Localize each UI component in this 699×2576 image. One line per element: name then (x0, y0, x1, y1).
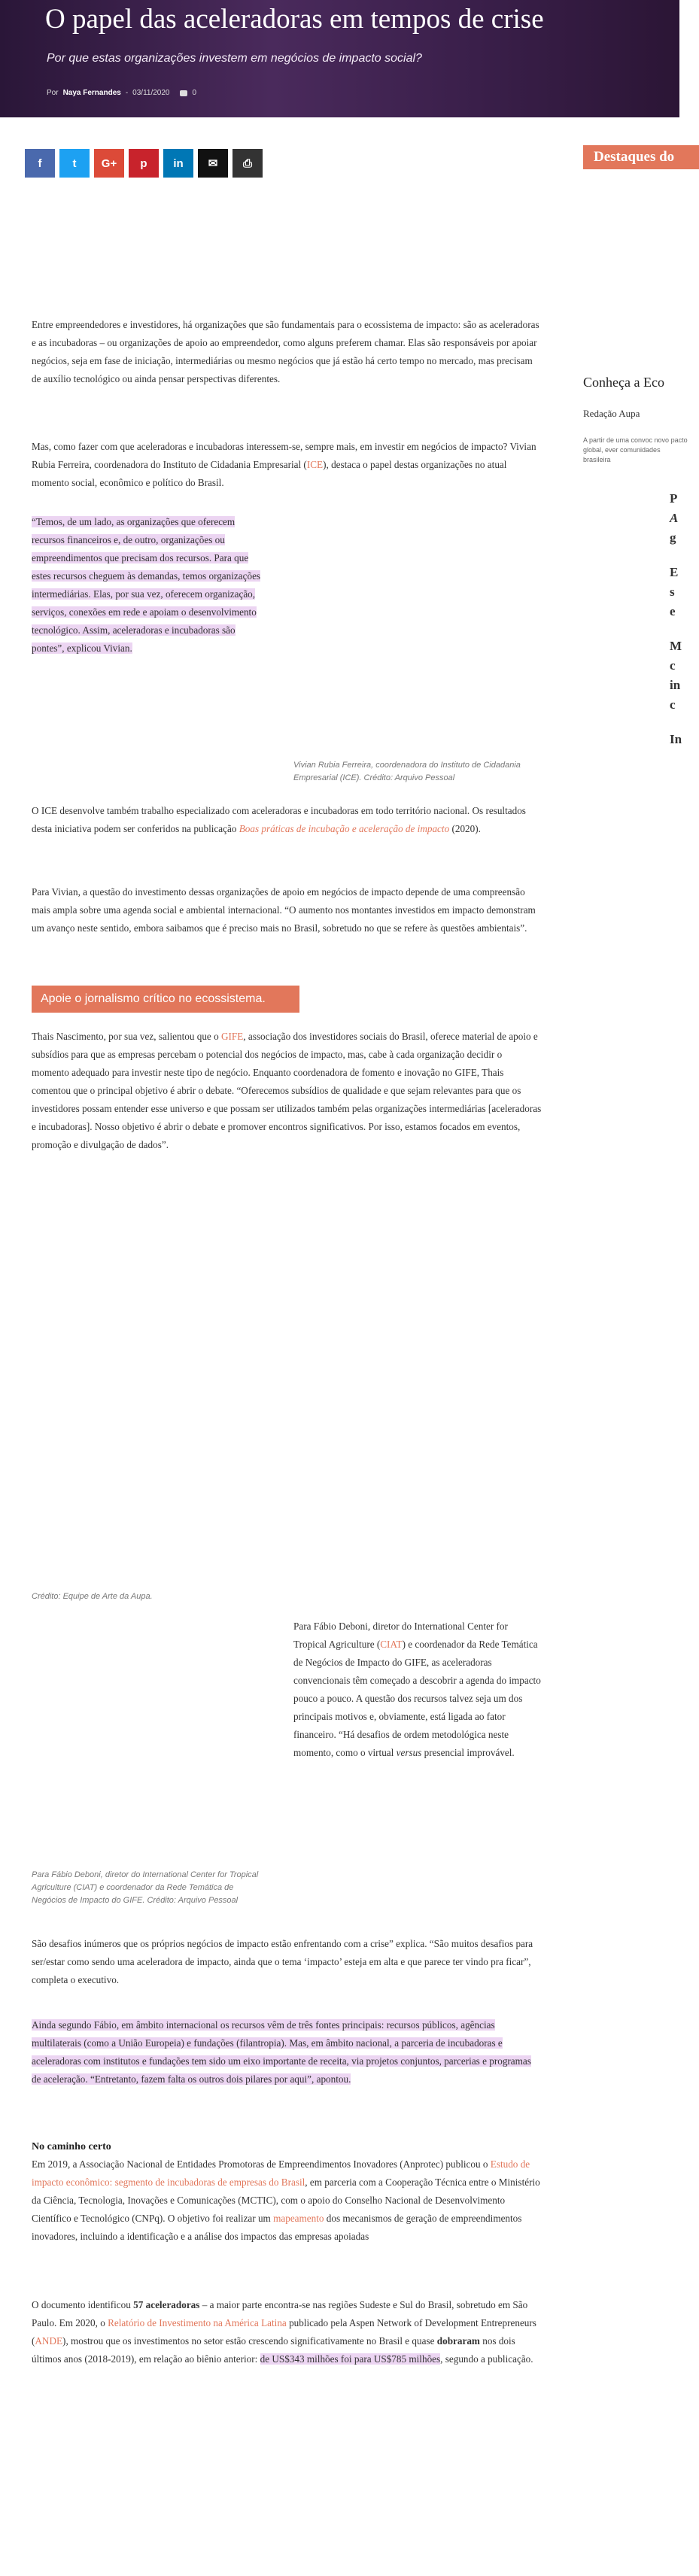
sidebar-list-item[interactable]: M (670, 639, 682, 653)
email-icon: ✉ (208, 157, 218, 170)
text: presencial improvável. (421, 1747, 515, 1758)
link-ciat[interactable]: CIAT (380, 1639, 403, 1650)
paragraph-intro: Entre empreendedores e investidores, há organizações que são fundamentais para o ecossistema de impacto: são as aceleradoras e as incubadoras – ou organizações de apoio ao empreendedor, como alguns preferem chamar. Elas são responsáveis por apoiar negócios, seja em fase de iniciação, intermediárias ou mesmo negócios que já estão há certo tempo no mercado, mas precisam de auxílio tecnológico ou ainda pensar perspectivas diferentes. (32, 319, 539, 384)
linkedin-icon: in (173, 156, 184, 170)
share-button-pinterest[interactable] (129, 149, 159, 178)
page-title: O papel das aceleradoras em tempos de crise (45, 4, 544, 35)
hero-banner (0, 0, 679, 117)
paragraph-4: Para Vivian, a questão do investimento dessas organizações de apoio em negócios de impacto depende de uma compreensão mais ampla sobre uma agenda social e ambiental internacional. “O aumento nos montantes investidos em impacto demonstram um avanço neste sentido, embora saibamos que é preciso mais no Brasil, sobretudo no que se refere às questões ambientais”. (32, 886, 536, 934)
link-ice[interactable]: ICE (306, 459, 324, 470)
paragraph-2 (32, 438, 542, 492)
text-italic: versus (396, 1747, 422, 1758)
link-mapeamento[interactable]: mapeamento (273, 2213, 324, 2224)
text: (2020). (449, 823, 481, 834)
sidebar-featured-excerpt: A partir de uma convoc novo pacto global, ever comunidades brasileira (583, 436, 688, 463)
author-link[interactable]: Naya Fernandes (62, 89, 121, 97)
sidebar-list-item[interactable]: e (670, 604, 676, 618)
image-caption-fabio: Para Fábio Deboni, diretor do International Center for Tropical Agriculture (CIAT) e coordenador da Rede Temática de Negócios de Impacto do GIFE. Crédito: Arquivo Pessoal (32, 1870, 259, 1905)
twitter-icon: t (72, 156, 77, 170)
highlighted-text: Ainda segundo Fábio, em âmbito internacional os recursos vêm de três fontes principais: recursos públicos, agências multilaterais (como a União Europeia) e fundações (filantropia). Mas, em âmbito nacional, a parceria de incubadoras e aceleradoras com institutos e fundações tem sido um eixo importante de receita, via projetos conjuntos, parcerias e programas de aceleração. “Entretanto, fazem falta os outros dois pilares por aqui”, apontou. (32, 2019, 531, 2085)
publish-date: 03/11/2020 (132, 89, 170, 97)
page-subtitle: Por que estas organizações investem em negócios de impacto social? (47, 52, 422, 65)
sidebar-list-item[interactable]: A (670, 511, 679, 525)
sidebar-list (670, 489, 685, 749)
paragraph-6 (293, 1618, 542, 1762)
sidebar-list-item[interactable]: c (670, 658, 676, 673)
share-button-print[interactable] (232, 149, 263, 178)
sidebar-header: Destaques do (583, 145, 699, 169)
share-button-facebook[interactable] (25, 149, 55, 178)
share-button-linkedin[interactable] (163, 149, 193, 178)
link-ande[interactable]: ANDE (35, 2335, 63, 2347)
sidebar-featured-author[interactable]: Redação Aupa (583, 408, 640, 419)
comment-count[interactable]: 0 (192, 89, 197, 97)
text: , associação dos investidores sociais do Brasil, oferece material de apoio e subsídios para que as empresas percebam o potencial dos negócios de impacto, mas, cabe à cada organização decidir o momento adequado para investir neste tipo de negócio. Enquanto coordenadora de fomento e inovação no GIFE, Thais comentou que o principal objetivo é abrir o debate. “Oferecemos subsídios de qualidade e que sejam relevantes para que os investidores possam entender esse universo e que possam ser utilizados também pelas organizações intermediárias [aceleradoras e incubadoras]. Nosso objetivo é abrir o debate e promover encontros significativos. Por isso, estamos focados em eventos, promoção e divulgação de dados”. (32, 1031, 542, 1150)
text: , segundo a publicação. (440, 2353, 533, 2365)
link-gife[interactable]: GIFE (220, 1031, 244, 1042)
text: , em parceria com a Cooperação Técnica entre o Ministério da Ciência, Tecnologia, Inovações e Comunicações (MCTIC), com o apoio do Conselho Nacional de Desenvolvimento Científico e Tecnológico (CNPq). O objetivo foi realizar um (32, 2177, 540, 2224)
share-button-googleplus[interactable] (94, 149, 124, 178)
quote-text: “Temos, de um lado, as organizações que oferecem recursos financeiros e, de outro, organizações ou empreendimentos que precisam dos recursos. Para que estes recursos cheguem às demandas, temos organizações intermediárias. Elas, por sua vez, oferecem organização, serviços, conexões em rede e apoiam o desenvolvimento tecnológico. Assim, aceleradoras e incubadoras são pontes”, explicou Vivian. (32, 516, 261, 654)
comment-icon[interactable] (180, 90, 187, 96)
link-boas-praticas[interactable]: Boas práticas de incubação e aceleração de impacto (239, 823, 450, 834)
share-button-twitter[interactable] (59, 149, 90, 178)
sidebar-list-item[interactable]: E (670, 565, 679, 579)
text: ), destaca o papel destas organizações no atual momento social, econômico e político do Brasil. (32, 459, 507, 488)
googleplus-icon: G+ (101, 156, 117, 170)
by-label: Por (47, 89, 59, 97)
sidebar-list-item[interactable]: g (670, 530, 676, 545)
text: Mas, como fazer com que aceleradoras e incubadoras interessem-se, sempre mais, em investir em negócios de impacto? Vivian Rubia Ferreira, coordenadora do Instituto de Cidadania Empresarial ( (32, 441, 536, 470)
share-bar (25, 149, 263, 178)
text: publicado pela Aspen Network of Development Entrepreneurs ( (32, 2317, 536, 2347)
link-relatorio-ande[interactable]: Relatório de Investimento na América Latina (108, 2317, 287, 2328)
pinterest-icon: p (140, 156, 147, 170)
meta-separator: - (125, 89, 129, 97)
text: Para Fábio Deboni, diretor do International Center for Tropical Agriculture ( (293, 1621, 508, 1650)
article-meta (47, 87, 196, 100)
facebook-icon: f (38, 156, 42, 170)
text: nos dois últimos anos (2018-2019), em relação ao biênio anterior: (32, 2335, 515, 2365)
paragraph-7: São desafios inúmeros que os próprios negócios de impacto estão enfrentando com a crise” explica. “São muitos desafios para ser/estar como sendo uma aceleradora de impacto, ainda que o tema ‘impacto’ esteja em alta e que parece ter vindo pra ficar”, completa o executivo. (32, 1938, 533, 1985)
section-subheading: No caminho certo (32, 2141, 111, 2152)
sidebar-list-item[interactable]: c (670, 697, 676, 712)
text: O documento identificou (32, 2299, 134, 2310)
paragraph-8 (32, 2016, 542, 2088)
sidebar-list-item[interactable]: s (670, 585, 675, 599)
text: ), mostrou que os investimentos no setor estão crescendo significativamente no Brasil e quase (62, 2335, 437, 2347)
text: – a maior parte encontra-se nas regiões Sudeste e Sul do Brasil, sobretudo em São Paulo. Em 2020, o (32, 2299, 528, 2328)
text: dos mecanismos de geração de empreendimentos inovadores, incluindo a identificação e a análise dos impactos das empresas apoiadas (32, 2213, 522, 2242)
highlighted-text: de US$343 milhões foi para US$785 milhões (260, 2353, 441, 2365)
image-caption-arte: Crédito: Equipe de Arte da Aupa. (32, 1592, 153, 1601)
share-button-email[interactable] (198, 149, 228, 178)
sidebar-list-item[interactable]: In (670, 732, 682, 746)
image-caption-vivian: Vivian Rubia Ferreira, coordenadora do Instituto de Cidadania Empresarial (ICE). Crédito: Arquivo Pessoal (293, 761, 521, 782)
sidebar-list-item[interactable]: in (670, 678, 681, 692)
paragraph-10 (32, 2296, 542, 2368)
print-icon: ⎙ (242, 156, 252, 170)
pull-quote (32, 513, 263, 658)
text: Thais Nascimento, por sua vez, salientou que o (32, 1031, 221, 1042)
text: O ICE desenvolve também trabalho especializado com aceleradoras e incubadoras em todo território nacional. Os resultados desta iniciativa podem ser conferidos na publicação (32, 805, 526, 834)
text: Em 2019, a Associação Nacional de Entidades Promotoras de Empreendimentos Inovadores (Anprotec) publicou o (32, 2158, 491, 2170)
text-bold: 57 aceleradoras (133, 2299, 200, 2310)
text: ) e coordenador da Rede Temática de Negócios de Impacto do GIFE, as aceleradoras convencionais têm começado a descobrir a agenda do impacto pouco a pouco. A questão dos recursos talvez seja um dos principais motivos e, obviamente, está ligada ao fator financeiro. “Há desafios de ordem metodológica neste momento, como o virtual (293, 1639, 541, 1758)
text-bold: dobraram (436, 2335, 480, 2347)
link-estudo-anprotec[interactable]: Estudo de impacto econômico: segmento de incubadoras de empresas do Brasil (32, 2158, 530, 2188)
sidebar-featured-title[interactable]: Conheça a Eco (583, 375, 664, 390)
sidebar-list-item[interactable]: P (670, 491, 678, 506)
support-cta-button[interactable]: Apoie o jornalismo crítico no ecossistema. (32, 986, 299, 1013)
paragraph-3 (32, 802, 542, 838)
paragraph-5 (32, 1028, 542, 1154)
paragraph-9 (32, 2155, 542, 2246)
